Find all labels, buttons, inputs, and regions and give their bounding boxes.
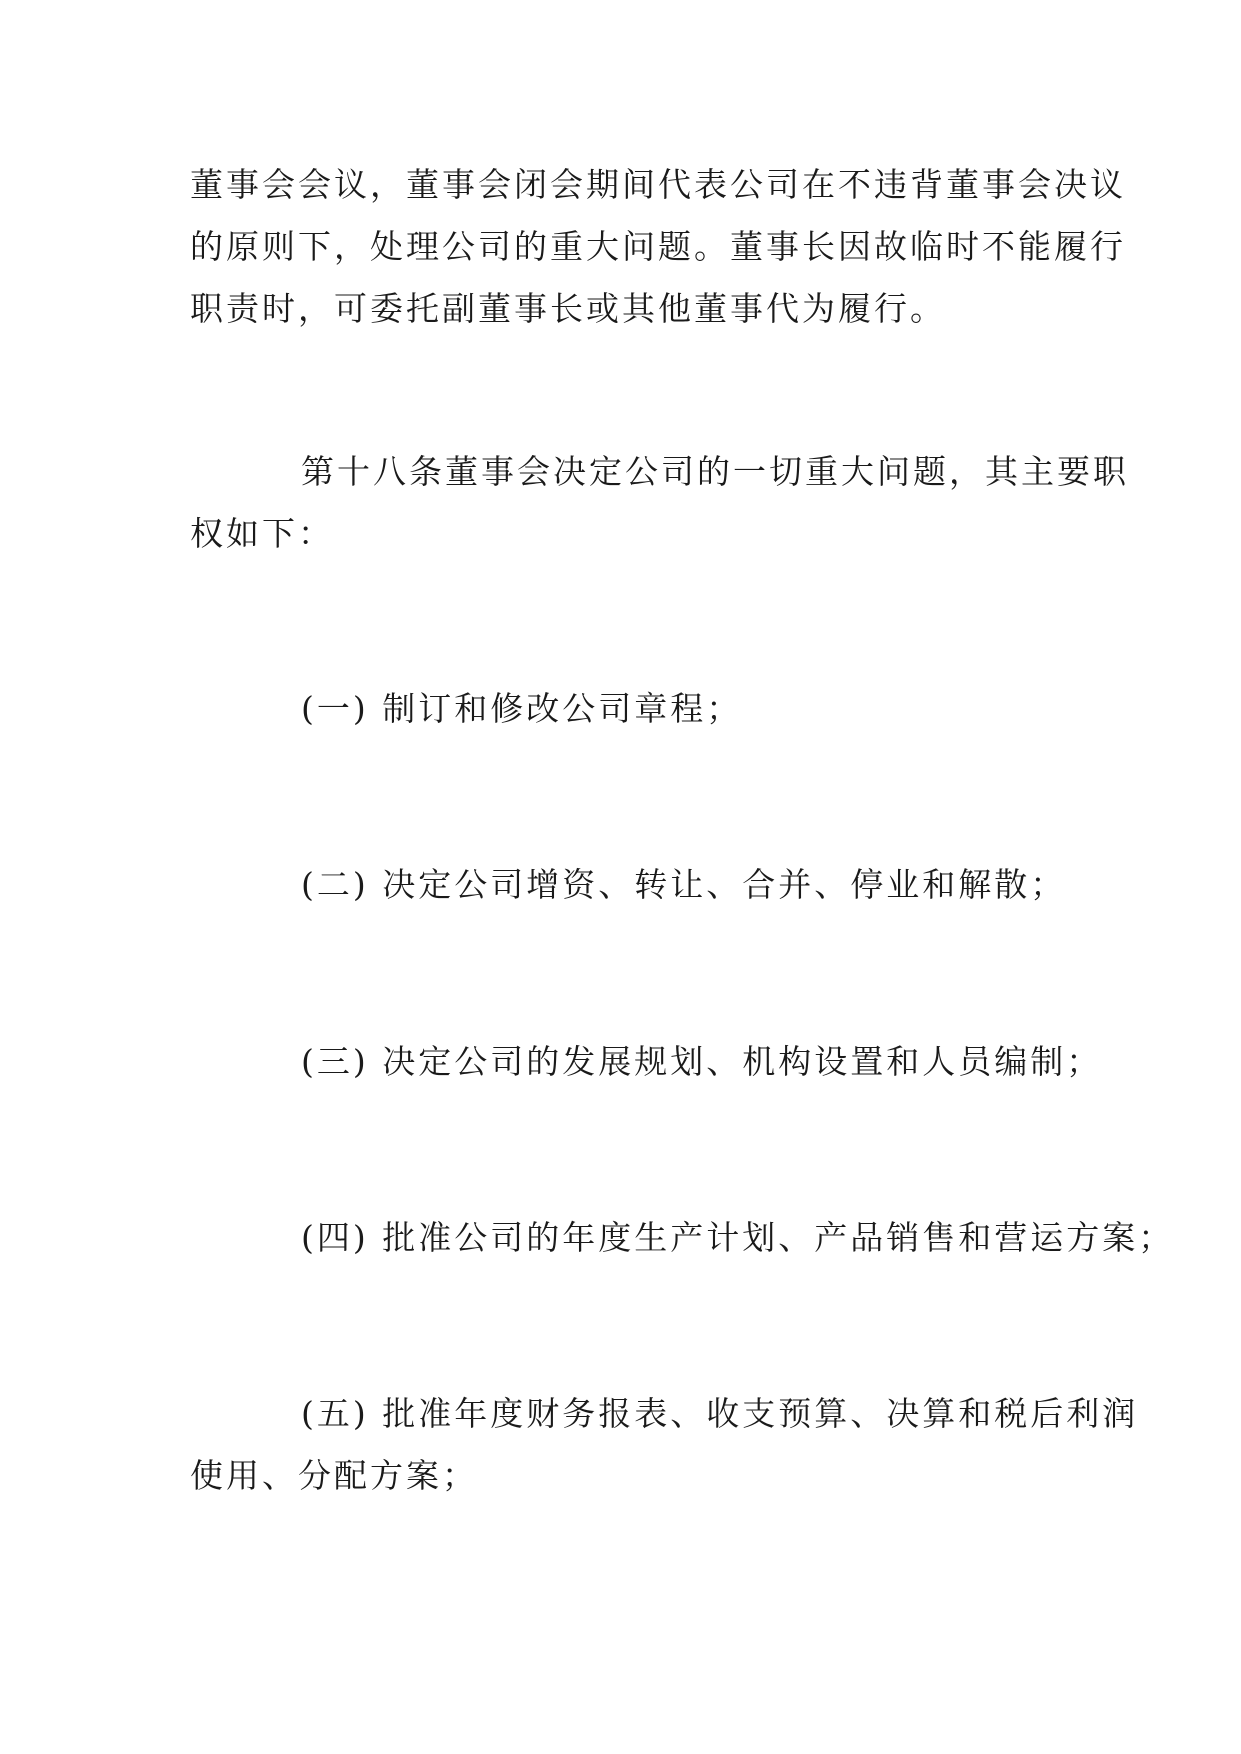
paragraph-article-18 xyxy=(190,452,1129,579)
list-item-4 xyxy=(190,1218,1175,1283)
text-line: 的原则下，处理公司的重大问题。董事长因故临时不能履行 xyxy=(190,227,1126,266)
paragraph-continuation xyxy=(190,165,1126,354)
list-item-2 xyxy=(190,865,1070,930)
text-line: 第十八条董事会决定公司的一切重大问题，其主要职 xyxy=(301,452,1129,491)
text-line: 权如下： xyxy=(190,514,334,553)
text-line: 职责时，可委托副董事长或其他董事代为履行。 xyxy=(190,289,946,328)
text-line: (一) 制订和修改公司章程； xyxy=(301,689,743,728)
list-item-1 xyxy=(190,689,1070,754)
text-line: (五) 批准年度财务报表、收支预算、决算和税后利润 xyxy=(301,1394,1139,1433)
list-item-5 xyxy=(190,1394,1139,1521)
text-line: 董事会会议，董事会闭会期间代表公司在不违背董事会决议 xyxy=(190,165,1126,204)
list-item-3 xyxy=(190,1042,1103,1107)
text-line: (四) 批准公司的年度生产计划、产品销售和营运方案； xyxy=(301,1218,1175,1257)
text-line: 使用、分配方案； xyxy=(190,1456,478,1495)
text-line: (三) 决定公司的发展规划、机构设置和人员编制； xyxy=(301,1042,1103,1081)
text-line: (二) 决定公司增资、转让、合并、停业和解散； xyxy=(301,865,1067,904)
